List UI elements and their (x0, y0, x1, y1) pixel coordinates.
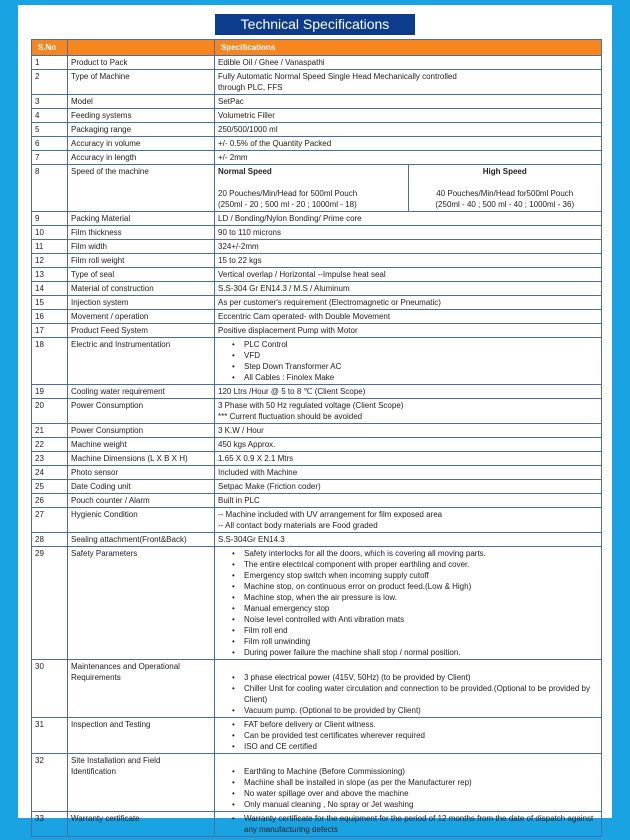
bullet-item: • Film roll unwinding (232, 636, 598, 647)
row-number: 3 (32, 95, 68, 109)
bullet-item: • Can be provided test certificates wherever required (232, 730, 598, 741)
bullet-list (218, 339, 598, 383)
row-parameter (68, 754, 215, 812)
row-number: 17 (32, 324, 68, 338)
table-row (32, 812, 602, 837)
value-text-line2: through PLC, FFS (218, 83, 283, 92)
table-row (32, 268, 602, 282)
row-value (215, 452, 602, 466)
row-number: 6 (32, 137, 68, 151)
row-number: 21 (32, 424, 68, 438)
value-text: 250/500/1000 ml (218, 125, 278, 134)
parameter-text: Photo sensor (71, 468, 119, 477)
value-text: +/- 2mm (218, 153, 248, 162)
value-text: 3 K.W / Hour (218, 426, 264, 435)
row-number: 31 (32, 718, 68, 754)
row-parameter (68, 324, 215, 338)
table-row (32, 240, 602, 254)
parameter-text: Accuracy in volume (71, 139, 141, 148)
table-row (32, 296, 602, 310)
value-text: Vertical overlap / Horizontal --Impulse heat seal (218, 270, 386, 279)
parameter-text: Machine Dimensions (L X B X H) (71, 454, 188, 463)
row-number: 29 (32, 547, 68, 660)
bullet-item: • During power failure the machine shall stop / normal position. (232, 647, 598, 658)
row-value (215, 718, 602, 754)
row-value (215, 547, 602, 660)
table-row (32, 480, 602, 494)
table-row (32, 324, 602, 338)
table-row (32, 338, 602, 385)
bullet-item: • Earthling to Machine (Before Commissioning) (232, 766, 598, 777)
table-row (32, 424, 602, 438)
row-value (215, 56, 602, 70)
row-parameter (68, 338, 215, 385)
row-parameter (68, 254, 215, 268)
table-row (32, 165, 602, 212)
row-value (215, 338, 602, 385)
value-text: 324+/-2mm (218, 242, 259, 251)
parameter-text: Safety Parameters (71, 549, 138, 558)
table-row (32, 718, 602, 754)
table-row (32, 399, 602, 424)
row-parameter (68, 226, 215, 240)
bullet-list (218, 719, 598, 752)
spec-table (31, 39, 602, 837)
bullet-list (218, 672, 598, 716)
row-value (215, 137, 602, 151)
parameter-text: Packaging range (71, 125, 132, 134)
row-value (215, 754, 602, 812)
row-parameter (68, 165, 215, 212)
row-number: 10 (32, 226, 68, 240)
normal-speed-detail: (250ml - 20 ; 500 ml - 20 ; 1000ml - 18) (218, 200, 357, 209)
row-number: 22 (32, 438, 68, 452)
table-row (32, 452, 602, 466)
row-number: 20 (32, 399, 68, 424)
bullet-item: • Safety interlocks for all the doors, which is covering all moving parts. (232, 548, 598, 559)
parameter-text: Type of Machine (71, 72, 130, 81)
value-text: Edible Oil / Ghee / Vanaspathi (218, 58, 325, 67)
row-number: 25 (32, 480, 68, 494)
table-row (32, 137, 602, 151)
table-row (32, 109, 602, 123)
row-number: 5 (32, 123, 68, 137)
row-parameter (68, 399, 215, 424)
table-row (32, 310, 602, 324)
value-text: Volumetric Filler (218, 111, 275, 120)
parameter-text: Inspection and Testing (71, 720, 151, 729)
parameter-text: Material of construction (71, 284, 154, 293)
normal-speed-value: 20 Pouches/Min/Head for 500ml Pouch (218, 189, 358, 198)
row-parameter (68, 466, 215, 480)
row-parameter (68, 123, 215, 137)
row-parameter (68, 70, 215, 95)
row-value (215, 324, 602, 338)
parameter-text: Pouch counter / Alarm (71, 496, 150, 505)
parameter-text: Site Installation and Field (71, 756, 161, 765)
row-parameter (68, 660, 215, 718)
row-number: 15 (32, 296, 68, 310)
bullet-item: • Vacuum pump. (Optional to be provided by Client) (232, 705, 598, 716)
value-text: S.S-304Gr EN14.3 (218, 535, 285, 544)
parameter-text: Hygienic Condition (71, 510, 138, 519)
row-number: 27 (32, 508, 68, 533)
row-parameter (68, 718, 215, 754)
row-number: 9 (32, 212, 68, 226)
value-text: Fully Automatic Normal Speed Single Head Mechanically controlled (218, 72, 457, 81)
table-row (32, 466, 602, 480)
row-parameter (68, 385, 215, 399)
row-value (215, 109, 602, 123)
row-parameter (68, 151, 215, 165)
bullet-item: • Emergency stop switch when incoming supply cutoff (232, 570, 598, 581)
bullet-list (218, 548, 598, 658)
row-parameter (68, 310, 215, 324)
row-parameter (68, 109, 215, 123)
row-parameter (68, 480, 215, 494)
row-number: 4 (32, 109, 68, 123)
table-body (32, 56, 602, 837)
high-speed-value: 40 Pouches/Min/Head for500ml Pouch (436, 189, 574, 198)
row-value (215, 480, 602, 494)
table-row (32, 70, 602, 95)
table-row (32, 254, 602, 268)
parameter-text: Feeding systems (71, 111, 132, 120)
row-value (215, 268, 602, 282)
row-parameter (68, 240, 215, 254)
row-parameter (68, 508, 215, 533)
value-text: 90 to 110 microns (218, 228, 281, 237)
table-row (32, 212, 602, 226)
row-parameter (68, 56, 215, 70)
bullet-item: • Step Down Transformer AC (232, 361, 598, 372)
parameter-text: Power Consumption (71, 426, 144, 435)
bullet-item: • PLC Control (232, 339, 598, 350)
value-text: LD / Bonding/Nylon Bonding/ Prime core (218, 214, 362, 223)
parameter-text: Cooling water requirement (71, 387, 165, 396)
row-number: 11 (32, 240, 68, 254)
table-row (32, 508, 602, 533)
parameter-text: Product to Pack (71, 58, 128, 67)
row-value (215, 123, 602, 137)
table-row (32, 547, 602, 660)
parameter-text: Accuracy in length (71, 153, 137, 162)
value-text: +/- 0.5% of the Quantity Packed (218, 139, 332, 148)
table-row (32, 123, 602, 137)
value-text: As per customer's requirement (Electromagnetic or Pneumatic) (218, 298, 441, 307)
bullet-list (218, 813, 598, 835)
high-speed-detail: (250ml - 40 ; 500 ml - 40 ; 1000ml - 36) (435, 200, 575, 209)
bullet-item: • ISO and CE certified (232, 741, 598, 752)
parameter-text: Warranty certificate (71, 814, 140, 823)
value-text: S.S-304 Gr EN14.3 / M.S / Aluminum (218, 284, 350, 293)
table-row (32, 226, 602, 240)
bullet-item: • Warranty certificate for the equipment for the period of 12 months from the date of dispatch against any manufacturing defects (232, 813, 598, 835)
row-parameter (68, 296, 215, 310)
parameter-text: Sealing attachment(Front&Back) (71, 535, 187, 544)
value-text: -- Machine included with UV arrangement for film exposed area (218, 510, 443, 519)
bullet-item: • Noise level controlled with Anti vibration mats (232, 614, 598, 625)
table-row (32, 282, 602, 296)
value-text: Eccentric Cam operated- with Double Movement (218, 312, 391, 321)
bullet-item: • Only manual cleaning , No spray or Jet washing (232, 799, 598, 810)
row-parameter (68, 438, 215, 452)
table-row (32, 660, 602, 718)
high-speed-label: High Speed (482, 167, 527, 176)
table-header (32, 40, 602, 56)
row-number: 1 (32, 56, 68, 70)
row-number: 12 (32, 254, 68, 268)
bullet-item: • VFD (232, 350, 598, 361)
row-value (215, 399, 602, 424)
bullet-item: • All Cables : Finolex Make (232, 372, 598, 383)
parameter-text: Machine weight (71, 440, 127, 449)
row-parameter (68, 452, 215, 466)
value-text-line2: *** Current fluctuation should be avoided (218, 412, 363, 421)
row-parameter (68, 268, 215, 282)
parameter-text: Date Coding unit (71, 482, 131, 491)
parameter-text: Movement / operation (71, 312, 149, 321)
row-number: 26 (32, 494, 68, 508)
row-parameter (68, 533, 215, 547)
parameter-text: Film thickness (71, 228, 122, 237)
row-number: 32 (32, 754, 68, 812)
row-number: 23 (32, 452, 68, 466)
parameter-text: Type of seal (71, 270, 115, 279)
title-bar (0, 14, 630, 35)
row-value (215, 212, 602, 226)
row-value (215, 70, 602, 95)
row-number: 28 (32, 533, 68, 547)
header-spec: Specifications (215, 40, 602, 56)
row-parameter (68, 95, 215, 109)
parameter-text: Film width (71, 242, 108, 251)
row-number: 2 (32, 70, 68, 95)
value-text: Positive displacement Pump with Motor (218, 326, 358, 335)
row-number: 30 (32, 660, 68, 718)
row-number: 24 (32, 466, 68, 480)
parameter-text: Injection system (71, 298, 129, 307)
normal-speed-label: Normal Speed (218, 167, 272, 176)
table-row (32, 533, 602, 547)
row-value (215, 660, 602, 718)
row-parameter (68, 137, 215, 151)
row-number: 16 (32, 310, 68, 324)
row-value (215, 385, 602, 399)
header-blank (68, 40, 215, 56)
row-value (215, 165, 602, 212)
row-number: 8 (32, 165, 68, 212)
row-value (215, 240, 602, 254)
bullet-item: • Machine stop, on continuous error on product feed.(Low & High) (232, 581, 598, 592)
row-value (215, 226, 602, 240)
parameter-text: Model (71, 97, 93, 106)
bullet-item: • No water spillage over and above the machine (232, 788, 598, 799)
value-text: 450 kgs Approx. (218, 440, 276, 449)
parameter-text: Film roll weight (71, 256, 125, 265)
parameter-text: Maintenances and Operational (71, 662, 180, 671)
row-value (215, 296, 602, 310)
row-number: 18 (32, 338, 68, 385)
row-parameter (68, 494, 215, 508)
row-value (215, 466, 602, 480)
row-value (215, 254, 602, 268)
row-number: 13 (32, 268, 68, 282)
row-value (215, 310, 602, 324)
parameter-text: Product Feed System (71, 326, 148, 335)
value-text: 1.65 X 0.9 X 2.1 Mtrs (218, 454, 294, 463)
table-row (32, 438, 602, 452)
row-number: 19 (32, 385, 68, 399)
value-text: Setpac Make (Friction coder) (218, 482, 321, 491)
row-parameter (68, 282, 215, 296)
bullet-item: • Film roll end (232, 625, 598, 636)
row-value (215, 424, 602, 438)
row-number: 33 (32, 812, 68, 837)
row-value (215, 812, 602, 837)
row-parameter (68, 547, 215, 660)
table-row (32, 494, 602, 508)
bullet-item: • The entire electrical component with proper earthling and cover. (232, 559, 598, 570)
value-text: 120 Ltrs /Hour @ 5 to 8 ℃ (Client Scope) (218, 387, 366, 396)
row-parameter (68, 812, 215, 837)
value-text: SetPac (218, 97, 244, 106)
bullet-item: • Machine shall be installed in slope (as per the Manufacturer rep) (232, 777, 598, 788)
bullet-item: • 3 phase electrical power (415V, 50Hz) (to be provided by Client) (232, 672, 598, 683)
row-value (215, 95, 602, 109)
parameter-text: Electric and Instrumentation (71, 340, 171, 349)
row-value (215, 508, 602, 533)
value-text: 3 Phase with 50 Hz regulated voltage (Client Scope) (218, 401, 404, 410)
bullet-item: • FAT before delivery or Client witness. (232, 719, 598, 730)
table-row (32, 56, 602, 70)
parameter-text: Speed of the machine (71, 167, 149, 176)
value-text: Built in PLC (218, 496, 260, 505)
value-text-line2: -- All contact body materials are Food graded (218, 521, 378, 530)
row-parameter (68, 424, 215, 438)
bullet-list (218, 766, 598, 810)
page-title: Technical Specifications (215, 14, 415, 35)
table-row (32, 754, 602, 812)
value-text: Included with Machine (218, 468, 298, 477)
table-row (32, 385, 602, 399)
row-number: 7 (32, 151, 68, 165)
parameter-text: Packing Material (71, 214, 131, 223)
bullet-item: • Machine stop, when the air pressure is low. (232, 592, 598, 603)
bullet-item: • Manual emergency stop (232, 603, 598, 614)
parameter-text-line2: Identification (71, 767, 116, 776)
parameter-text: Power Consumption (71, 401, 144, 410)
bullet-item: • Chiller Unit for cooling water circulation and connection to be provided.(Optional to be provided by Client) (232, 683, 598, 705)
row-value (215, 438, 602, 452)
row-value (215, 151, 602, 165)
row-number: 14 (32, 282, 68, 296)
table-row (32, 151, 602, 165)
row-value (215, 282, 602, 296)
row-value (215, 533, 602, 547)
row-parameter (68, 212, 215, 226)
parameter-text-line2: Requirements (71, 673, 121, 682)
value-text: 15 to 22 kgs (218, 256, 262, 265)
header-sno: S.No (32, 40, 68, 56)
row-value (215, 494, 602, 508)
table-row (32, 95, 602, 109)
